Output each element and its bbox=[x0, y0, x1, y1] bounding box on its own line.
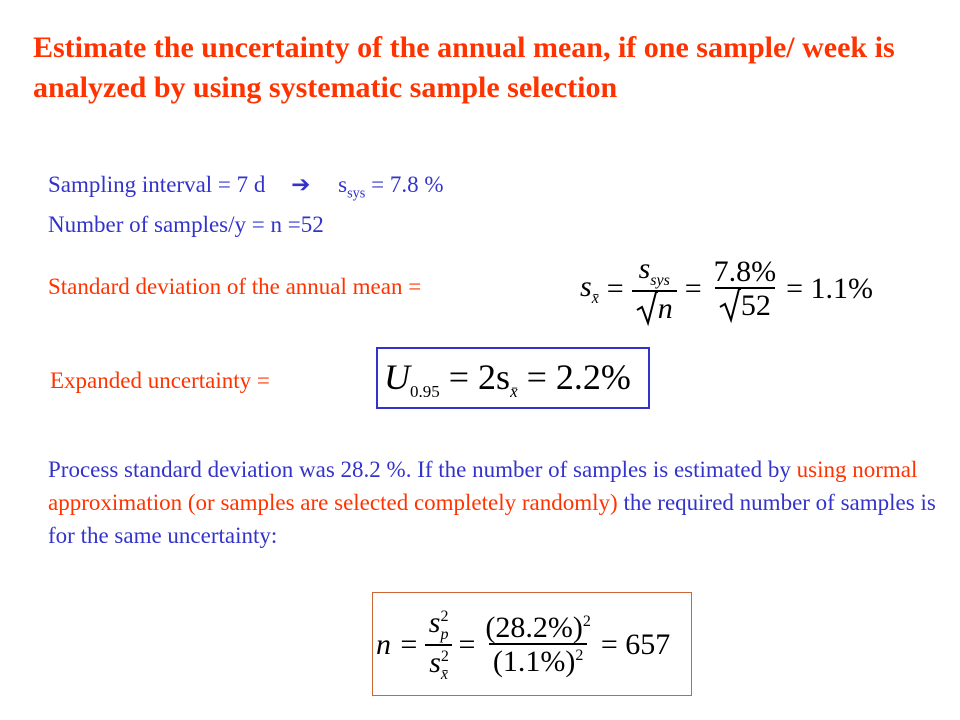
number-of-samples-line: Number of samples/y = n =52 bbox=[48, 212, 324, 237]
sd-fraction-1-num: $s_{sys}$ bbox=[638, 252, 670, 290]
s-sys-value: = 7.8 % bbox=[365, 172, 444, 197]
n-result: = 657 bbox=[600, 628, 671, 661]
sampling-interval-line bbox=[48, 170, 443, 209]
sd-fraction-2-num: 7.8% bbox=[713, 254, 777, 288]
expanded-uncertainty-equation: $U_{0.95} = 2s_{x̄} = 2.2\%$ bbox=[384, 357, 631, 402]
sd-equals: = bbox=[606, 272, 624, 305]
sd-annual-mean-label: Standard deviation of the annual mean = bbox=[48, 274, 422, 299]
sd-fraction-2-den bbox=[715, 287, 775, 322]
sd-fraction-1-den bbox=[632, 290, 677, 325]
slide-title: Estimate the uncertainty of the annual mean, if one sample/ week is analyzed by using systematic sample selection bbox=[33, 31, 895, 104]
normal-approximation-text: using normal approximation (or samples are selected completely randomly) bbox=[48, 457, 918, 515]
sd-lhs: $s_{x̄}$ bbox=[580, 270, 599, 307]
exp-result: = 2.2% bbox=[526, 357, 631, 397]
n-fraction-1 bbox=[425, 607, 453, 683]
n-lhs: n = bbox=[376, 628, 419, 661]
arrow-right-icon: ➔ bbox=[291, 172, 311, 197]
n-fraction-2-num: $(28.2\%)^2$ bbox=[485, 610, 591, 644]
process-sd-paragraph: Process standard deviation was 28.2 %. If the number of samples is estimated by using normal approximation (or samples are selected completely randomly) the required number of samples is for the same uncertainty: bbox=[48, 457, 936, 548]
s-sys-symbol: s bbox=[338, 172, 348, 197]
expanded-uncertainty-label: Expanded uncertainty = bbox=[50, 368, 270, 393]
n-fraction-1-den: $s^2_{x̄}$ bbox=[425, 644, 452, 684]
sqrt-icon: 52 bbox=[719, 289, 771, 322]
sd-result: = 1.1% bbox=[786, 272, 874, 305]
s-sys-subscript: sys bbox=[347, 185, 366, 202]
sd-fraction-2 bbox=[710, 256, 781, 323]
n-fraction-2-den: $(1.1\%)^2$ bbox=[489, 643, 587, 678]
sampling-interval-text: Sampling interval = 7 d bbox=[48, 172, 266, 197]
sqrt-icon: n bbox=[636, 292, 673, 325]
sd-fraction-1 bbox=[632, 253, 677, 325]
n-fraction-1-num: $s^2_p$ bbox=[428, 605, 449, 643]
sd-equation: $s_{x̄}$ = $\frac{s_{sys}}{n}$ = $\frac{7.8\%}{52}$ = 1.1% bbox=[580, 252, 874, 325]
n-fraction-2 bbox=[481, 612, 594, 679]
exp-mid: = 2s bbox=[448, 357, 511, 397]
required-samples-equation: n = $\frac{s^2_p}{s^2_{x̄}}$ = $\frac{(28.2\%)^2}{(1.1\%)^2}$ = 657 bbox=[376, 605, 671, 683]
